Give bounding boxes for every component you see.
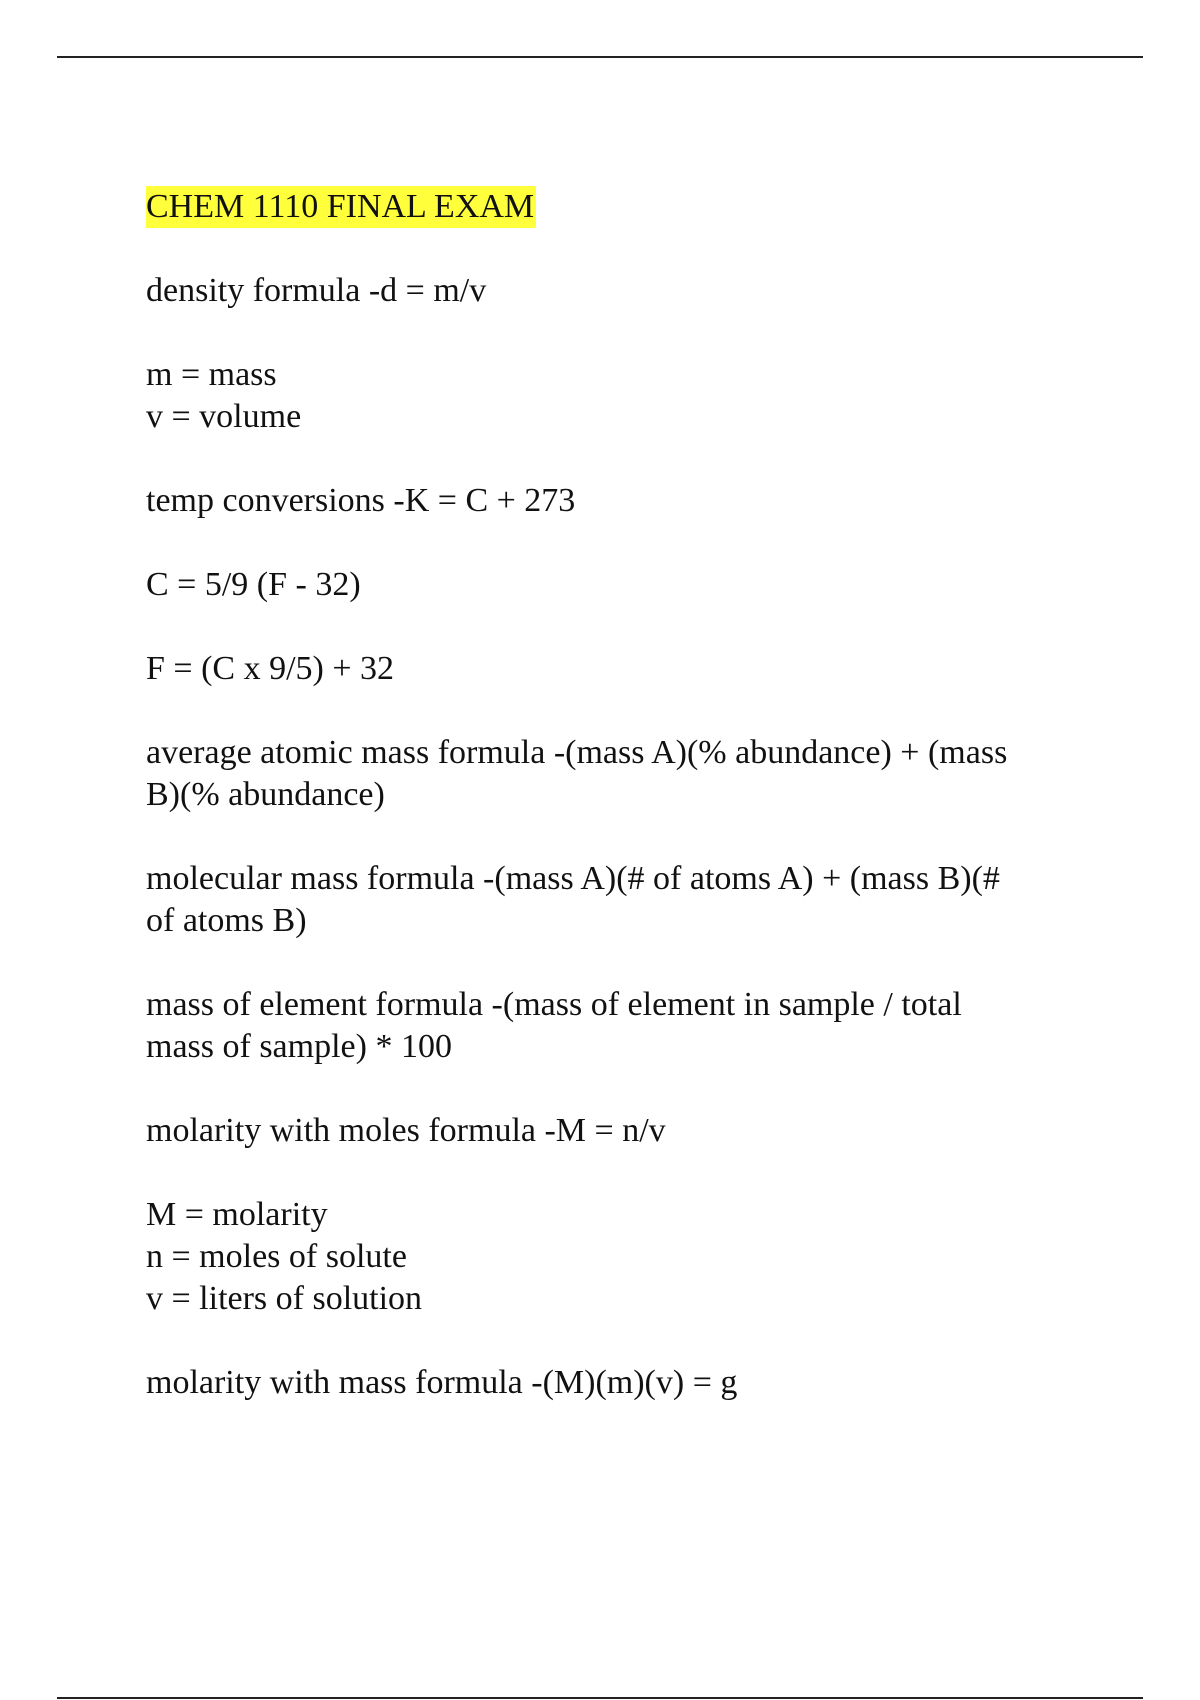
text-line: M = molarity xyxy=(146,1196,328,1233)
text-line: B)(% abundance) xyxy=(146,776,385,813)
paragraph-molarity-mass xyxy=(146,1362,1086,1404)
text-line: mass of sample) * 100 xyxy=(146,1028,452,1065)
text-line: molarity with moles formula -M = n/v xyxy=(146,1112,666,1149)
text-line: mass of element formula -(mass of element in sample / total xyxy=(146,986,962,1023)
paragraph-molecular-mass xyxy=(146,858,1086,942)
text-line: density formula -d = m/v xyxy=(146,272,487,309)
paragraph-temp-conversions xyxy=(146,480,1086,522)
paragraph-atomic-mass xyxy=(146,732,1086,816)
header-rule xyxy=(57,56,1143,58)
paragraph-fahrenheit xyxy=(146,648,1086,690)
text-line: of atoms B) xyxy=(146,902,307,939)
text-line: average atomic mass formula -(mass A)(% abundance) + (mass xyxy=(146,734,1008,771)
paragraph-molarity-moles xyxy=(146,1110,1086,1152)
text-line: v = volume xyxy=(146,398,302,435)
paragraph-celsius xyxy=(146,564,1086,606)
document-title-wrap xyxy=(146,186,1086,270)
paragraph-density-vars xyxy=(146,354,1086,438)
document-title: CHEM 1110 FINAL EXAM xyxy=(146,186,536,228)
paragraph-mass-of-element xyxy=(146,984,1086,1068)
document-body xyxy=(146,186,1086,1404)
footer-rule xyxy=(57,1697,1143,1699)
text-line: temp conversions -K = C + 273 xyxy=(146,482,576,519)
text-line: molecular mass formula -(mass A)(# of atoms A) + (mass B)(# xyxy=(146,860,1000,897)
text-line: molarity with mass formula -(M)(m)(v) = g xyxy=(146,1364,738,1401)
text-line: v = liters of solution xyxy=(146,1280,423,1317)
text-line: F = (C x 9/5) + 32 xyxy=(146,650,395,687)
text-line: m = mass xyxy=(146,356,277,393)
paragraph-molarity-vars xyxy=(146,1194,1086,1320)
text-line: C = 5/9 (F - 32) xyxy=(146,566,361,603)
paragraph-density xyxy=(146,270,1086,312)
text-line: n = moles of solute xyxy=(146,1238,407,1275)
